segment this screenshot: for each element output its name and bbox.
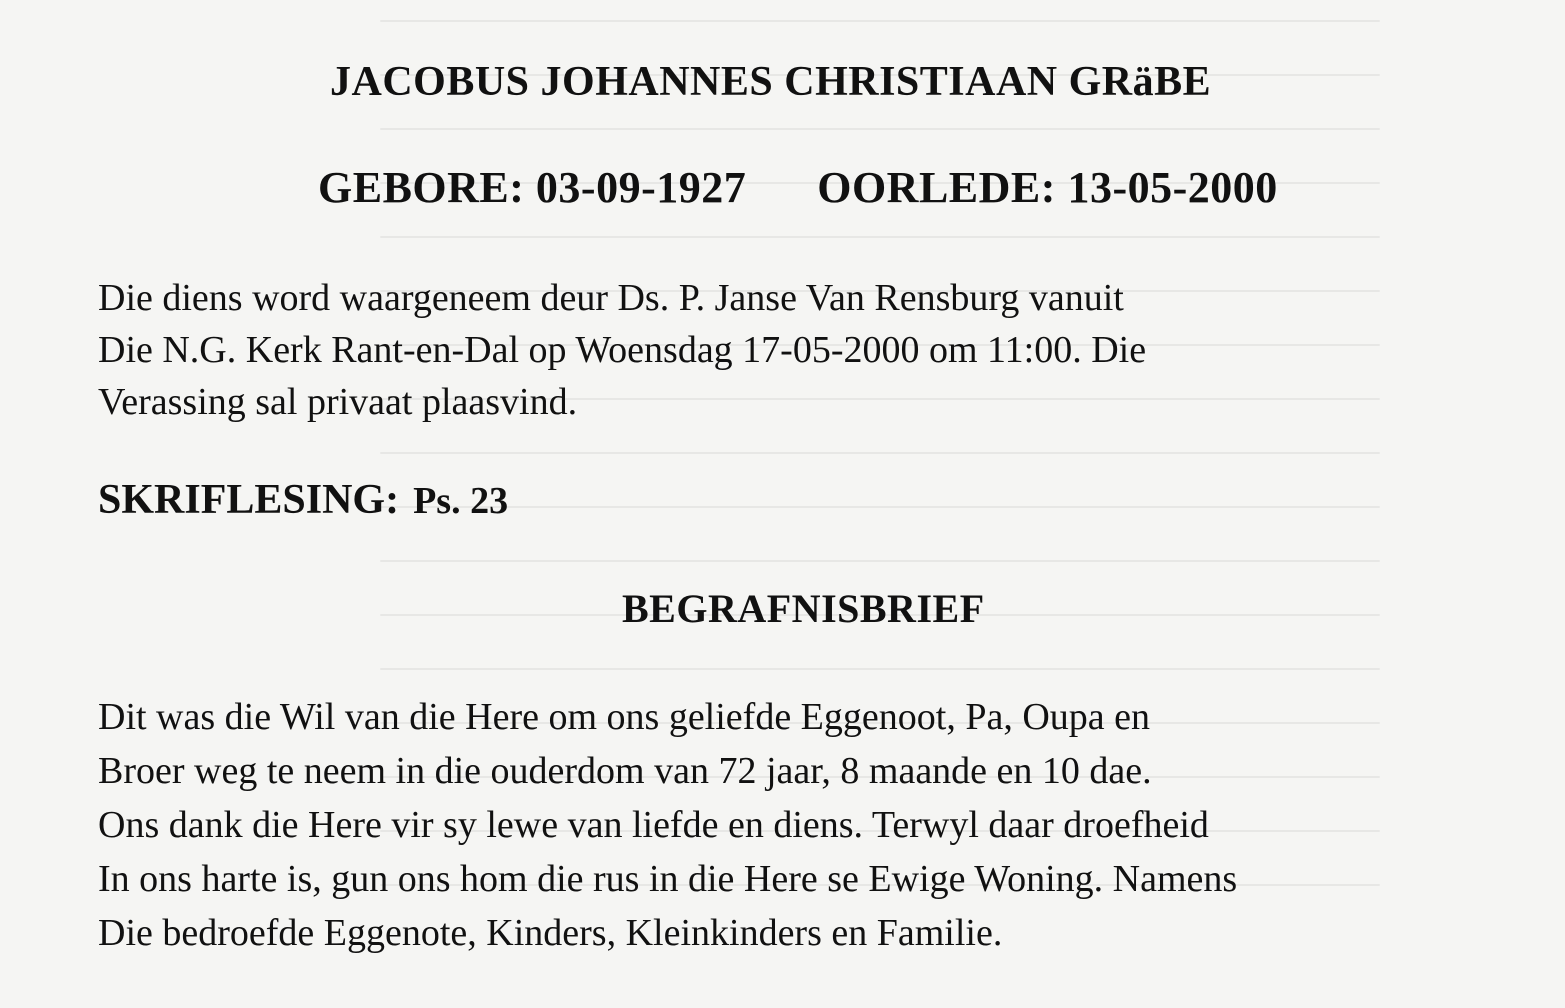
died-label: OORLEDE:: [817, 163, 1056, 212]
letter-title: BEGRAFNISBRIEF: [622, 586, 985, 631]
reading-label: SKRIFLESING:: [98, 477, 400, 523]
born-date: 03-09-1927: [535, 163, 747, 212]
service-details: [98, 272, 1146, 428]
scripture-reading: [98, 476, 508, 524]
funeral-letter: [98, 690, 1237, 960]
letter-line: Die bedroefde Eggenote, Kinders, Kleinkinders en Familie.: [98, 912, 1003, 954]
letter-line: Broer weg te neem in die ouderdom van 72 jaar, 8 maande en 10 dae.: [98, 750, 1152, 792]
letter-line: In ons harte is, gun ons hom die rus in die Here se Ewige Woning. Namens: [98, 858, 1238, 900]
letter-line: Ons dank die Here vir sy lewe van liefde en diens. Terwyl daar droefheid: [98, 804, 1209, 846]
service-line: Verassing sal privaat plaasvind.: [98, 381, 578, 423]
letter-line: Dit was die Wil van die Here om ons geliefde Eggenoot, Pa, Oupa en: [98, 696, 1150, 738]
service-line: Die diens word waargeneem deur Ds. P. Janse Van Rensburg vanuit: [98, 277, 1124, 319]
reading-reference: Ps. 23: [413, 480, 509, 522]
born-label: GEBORE:: [318, 163, 525, 212]
service-line: Die N.G. Kerk Rant-en-Dal op Woensdag 17-05-2000 om 11:00. Die: [98, 329, 1147, 371]
deceased-name: JACOBUS JOHANNES CHRISTIAAN GRäBE: [330, 59, 1212, 105]
life-dates: [318, 162, 1278, 213]
died-date: 13-05-2000: [1067, 163, 1278, 212]
